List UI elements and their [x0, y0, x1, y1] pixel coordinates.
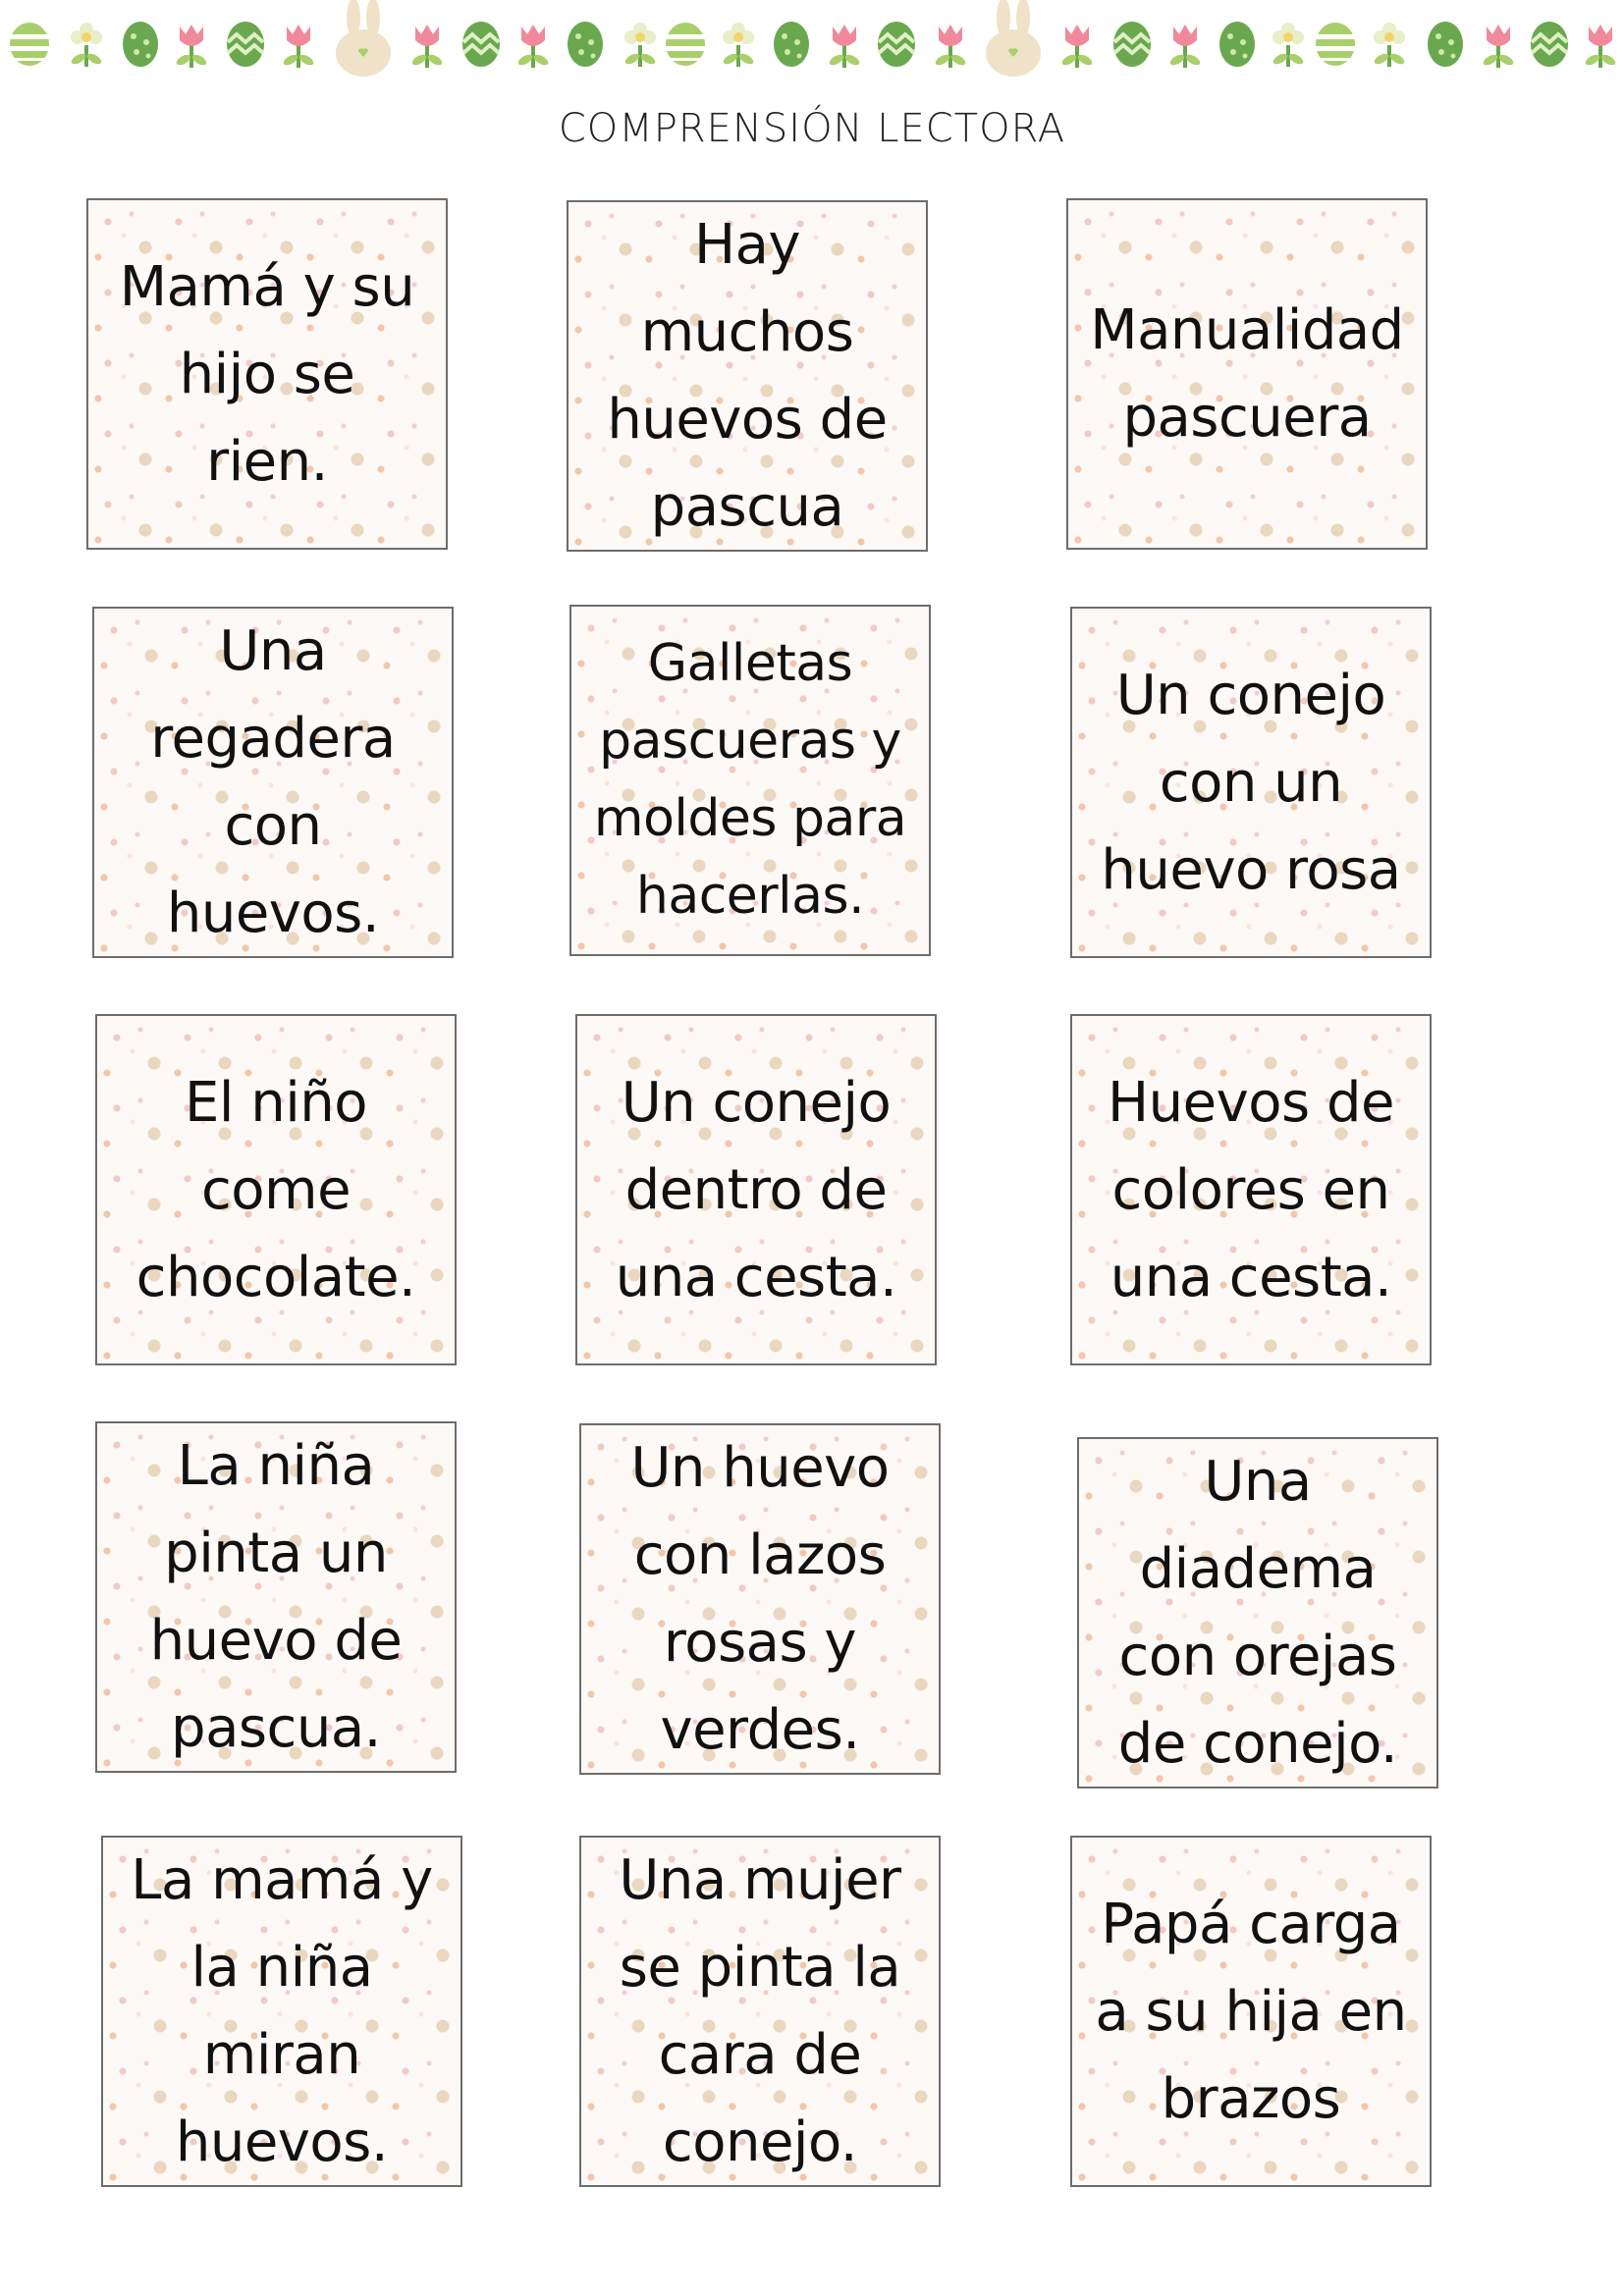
card-line: conejo.: [662, 2110, 858, 2174]
card-text: [607, 201, 887, 551]
easter-border-decoration: [0, 0, 1624, 88]
card-text: [619, 1837, 900, 2186]
reading-card: [1077, 1437, 1438, 1789]
card-text: [1095, 1881, 1406, 2143]
card-line: se pinta la: [619, 1936, 901, 2000]
card-line: hacerlas.: [635, 867, 865, 926]
card-line: rien.: [206, 429, 328, 494]
reading-card: [569, 605, 931, 956]
card-line: hijo se: [179, 342, 355, 406]
card-line: una cesta.: [615, 1245, 897, 1309]
card-text: [150, 1422, 403, 1772]
card-line: La niña: [177, 1434, 375, 1498]
card-line: cara de: [658, 2023, 862, 2087]
reading-card: [579, 1423, 941, 1775]
card-text: [131, 1837, 433, 2186]
card-line: colores en: [1111, 1157, 1390, 1222]
card-text: [594, 625, 906, 935]
card-line: huevos.: [166, 881, 380, 945]
card-line: con: [224, 794, 322, 858]
card-line: con lazos: [633, 1523, 887, 1587]
card-line: huevo de: [149, 1609, 403, 1673]
card-line: rosas y: [663, 1611, 857, 1675]
card-line: miran: [202, 2023, 361, 2087]
card-line: una cesta.: [1110, 1245, 1392, 1309]
card-line: Hay: [693, 213, 801, 277]
reading-card: [1066, 198, 1428, 550]
card-text: [616, 1059, 897, 1321]
card-line: huevo rosa: [1101, 837, 1401, 902]
reading-card: [579, 1836, 941, 2187]
card-line: con orejas: [1118, 1625, 1397, 1688]
card-line: dentro de: [624, 1157, 888, 1222]
card-line: Papá carga: [1101, 1892, 1401, 1956]
card-line: Una: [219, 619, 327, 683]
card-line: regadera: [150, 707, 396, 771]
reading-card: [1070, 607, 1432, 958]
card-text: [1090, 287, 1403, 461]
card-line: Mamá y su: [119, 254, 415, 319]
card-line: Una mujer: [619, 1848, 901, 1912]
reading-card: [95, 1014, 457, 1365]
card-line: Un huevo: [630, 1436, 890, 1500]
reading-card: [86, 198, 448, 550]
card-line: El niño: [184, 1070, 368, 1135]
card-line: pascua.: [171, 1696, 381, 1760]
card-line: pinta un: [164, 1522, 388, 1585]
card-text: [630, 1424, 889, 1774]
card-line: de conejo.: [1117, 1712, 1398, 1776]
card-line: la niña: [190, 1936, 373, 2000]
card-line: muchos: [640, 300, 854, 364]
reading-card: [95, 1421, 457, 1773]
card-line: Un conejo: [1115, 663, 1386, 727]
card-line: a su hija en: [1095, 1979, 1407, 2044]
card-line: moldes para: [593, 789, 907, 848]
card-line: pascua: [650, 475, 844, 539]
card-line: come: [200, 1157, 352, 1222]
reading-card: [567, 200, 928, 552]
card-line: con un: [1159, 750, 1343, 815]
card-line: chocolate.: [135, 1245, 416, 1309]
card-line: diadema: [1139, 1537, 1377, 1601]
reading-card: [575, 1014, 937, 1365]
card-text: [136, 1059, 416, 1321]
reading-card: [101, 1836, 462, 2187]
card-line: Manualidad: [1090, 298, 1404, 362]
reading-card: [1070, 1014, 1432, 1365]
card-line: pascueras y: [599, 712, 901, 771]
card-text: [120, 243, 414, 506]
reading-card: [1070, 1836, 1432, 2187]
card-line: Un conejo: [621, 1070, 892, 1135]
page-title: COMPRENSIÓN LECTORA: [558, 106, 1066, 151]
card-line: La mamá y: [131, 1848, 433, 1912]
card-line: Huevos de: [1108, 1070, 1394, 1135]
card-text: [1118, 1438, 1397, 1788]
card-line: huevos de: [607, 388, 888, 452]
card-line: huevos.: [175, 2110, 389, 2174]
card-text: [1108, 1059, 1394, 1321]
card-line: verdes.: [660, 1698, 860, 1762]
reading-card: [92, 607, 454, 958]
card-line: pascuera: [1122, 386, 1372, 450]
card-line: brazos: [1161, 2066, 1341, 2131]
card-text: [1101, 652, 1400, 914]
card-text: [150, 608, 395, 957]
card-line: Una: [1204, 1450, 1312, 1514]
card-line: Galletas: [647, 634, 853, 693]
